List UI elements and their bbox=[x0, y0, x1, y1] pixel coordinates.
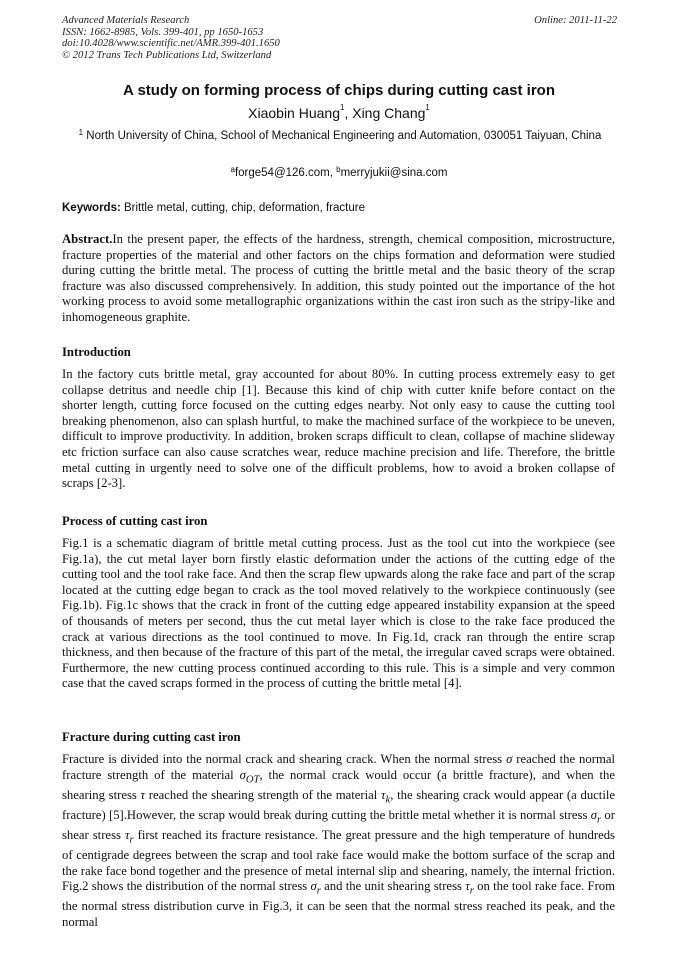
affiliation bbox=[70, 129, 610, 144]
symbol-tau: τ bbox=[140, 787, 146, 802]
introduction-text: In the factory cuts brittle metal, gray accounted for about 80%. In cutting process extremely easy to get collapse detritus and needle chip [1]. Because this kind of chip with cutter knife before contact on the shorter length, cutting force focused on the cutting edges nearby. Not only easy to cause the cutting tool breaking phenomenon, also can splash hurtful, to make the machined surface of the workpiece to be uneven, difficult to improve productivity. In addition, broken scraps difficult to clean, collapse of machine slideway etc friction surface can also cause scratches wear, reduce machine precision and life. Therefore, the brittle metal cutting in urgently need to solve one of the difficult problems, how to avoid a broken collapse of scraps [2-3]. bbox=[62, 367, 615, 491]
subscript-r: r bbox=[129, 834, 134, 846]
fracture-heading: Fracture during cutting cast iron bbox=[62, 730, 241, 744]
fracture-text-part: Fracture is divided into the normal crack and shearing crack. When the normal stress bbox=[62, 752, 507, 766]
subscript-r: r bbox=[596, 814, 602, 826]
fracture-text-part: on the tool rake face. From the normal stress distribution curve in Fig.3, it can be seen that the normal stress reached its peak, and the normal bbox=[62, 879, 616, 929]
fracture-text-part: reached the shearing strength of the material bbox=[145, 787, 381, 802]
subscript-r: r bbox=[316, 885, 321, 897]
copyright-line: © 2012 Trans Tech Publications Ltd, Switzerland bbox=[62, 49, 272, 61]
symbol-sigma-r: σ bbox=[310, 879, 317, 894]
subscript-r: r bbox=[469, 885, 474, 897]
author-2: Xing Chang bbox=[352, 105, 426, 121]
symbol-sigma: σ bbox=[506, 752, 513, 766]
fracture-text-part: reached the normal fracture strength of the material bbox=[62, 752, 615, 782]
process-heading: Process of cutting cast iron bbox=[62, 514, 208, 528]
author-list bbox=[40, 104, 638, 122]
affiliation-text: North University of China, School of Mechanical Engineering and Automation, 030051 Taiyuan, China bbox=[86, 130, 602, 142]
author-separator: , bbox=[344, 105, 353, 121]
symbol-tau-k: τ bbox=[380, 787, 386, 802]
email-b: merryjukii@sina.com bbox=[340, 167, 448, 179]
abstract bbox=[62, 232, 615, 326]
author-1-affil-mark: 1 bbox=[340, 103, 345, 112]
affiliation-mark: 1 bbox=[78, 128, 84, 137]
author-emails bbox=[40, 166, 638, 181]
symbol-sigma-r: σ bbox=[590, 807, 597, 822]
symbol-tau-r: τ bbox=[465, 879, 470, 894]
author-2-affil-mark: 1 bbox=[425, 103, 430, 112]
keywords-label: Keywords: bbox=[62, 202, 121, 214]
introduction-heading: Introduction bbox=[62, 345, 131, 359]
fracture-text-part: and the unit shearing stress bbox=[320, 879, 466, 894]
fracture-text-part: , the shearing crack would appear (a ductile fracture) [5].However, the scrap would break during cutting the brittle metal whether it is normal stress bbox=[62, 787, 615, 822]
online-date: Online: 2011-11-22 bbox=[534, 15, 617, 26]
abstract-text: In the present paper, the effects of the hardness, strength, chemical composition, microstructure, fracture properties of the material and other factors on the chips formation and deformation were studied during cutting the brittle metal. The process of cutting the brittle metal and the basic theory of the scrap fracture was also discussed comprehensively. In addition, this study pointed out the importance of the hot working process to avoid some metallographic organizations within the cast iron such as the stripy-like and inhomogeneous graphite. bbox=[62, 232, 615, 324]
email-a: forge54@126.com, bbox=[234, 167, 337, 179]
email-a-mark: a bbox=[230, 165, 235, 174]
fracture-text bbox=[62, 752, 615, 931]
paper-title: A study on forming process of chips during cutting cast iron bbox=[123, 82, 555, 99]
issn-line: ISSN: 1662-8985, Vols. 399-401, pp 1650-1653 bbox=[62, 26, 264, 38]
email-b-mark: b bbox=[336, 165, 341, 174]
journal-name: Advanced Materials Research bbox=[62, 15, 190, 26]
doi-line: doi:10.4028/www.scientific.net/AMR.399-401.1650 bbox=[62, 38, 280, 50]
process-text: Fig.1 is a schematic diagram of brittle metal cutting process. Just as the tool cut into the workpiece (see Fig.1a), the cut metal layer born firstly elastic deformation under the actions of the cutting edge of the cutting tool and the tool rake face. And then the scrap flew upwards along the rake face and part of the scrap located at the cutting edge began to crack as the tool moved relatively to the workpiece continuously (see Fig.1b). Fig.1c shows that the crack in front of the cutting edge appeared instability expansion at the speed of thousands of meters per second, thus the cut metal layer which is close to the rake face produced the crack at various directions as the tool continued to move. In Fig.1d, crack ran through the entire scrap thickness, and then because of the fracture of this part of the metal, the irregular caved scraps were obtained. Furthermore, the new cutting process continued according to this rule. This is a simple and very common case that the caved scraps formed in the process of cutting the brittle metal [4]. bbox=[62, 536, 615, 691]
author-1: Xiaobin Huang bbox=[248, 105, 340, 121]
abstract-label: Abstract. bbox=[62, 232, 113, 246]
symbol-tau-r: τ bbox=[124, 827, 130, 842]
keywords bbox=[62, 201, 617, 216]
journal-header bbox=[62, 15, 617, 61]
subscript-ot: OT bbox=[245, 774, 260, 786]
symbol-sigma-ot: σ bbox=[239, 767, 246, 782]
fracture-text-part: or shear stress bbox=[62, 807, 615, 842]
keywords-text: Brittle metal, cutting, chip, deformation, fracture bbox=[120, 202, 365, 214]
subscript-k: k bbox=[385, 794, 391, 806]
fracture-text-part: , the normal crack would occur (a brittle fracture), and when the shearing stress bbox=[62, 767, 615, 802]
fracture-text-part: first reached its fracture resistance. The great pressure and the high temperature of hundreds of centigrade degrees between the scrap and tool rake face would make the bottom surface of the scrap and the rake face bond together and the presence of metal internal slip and shearing, namely, the internal friction. Fig.2 shows the distribution of the normal stress bbox=[62, 827, 615, 894]
